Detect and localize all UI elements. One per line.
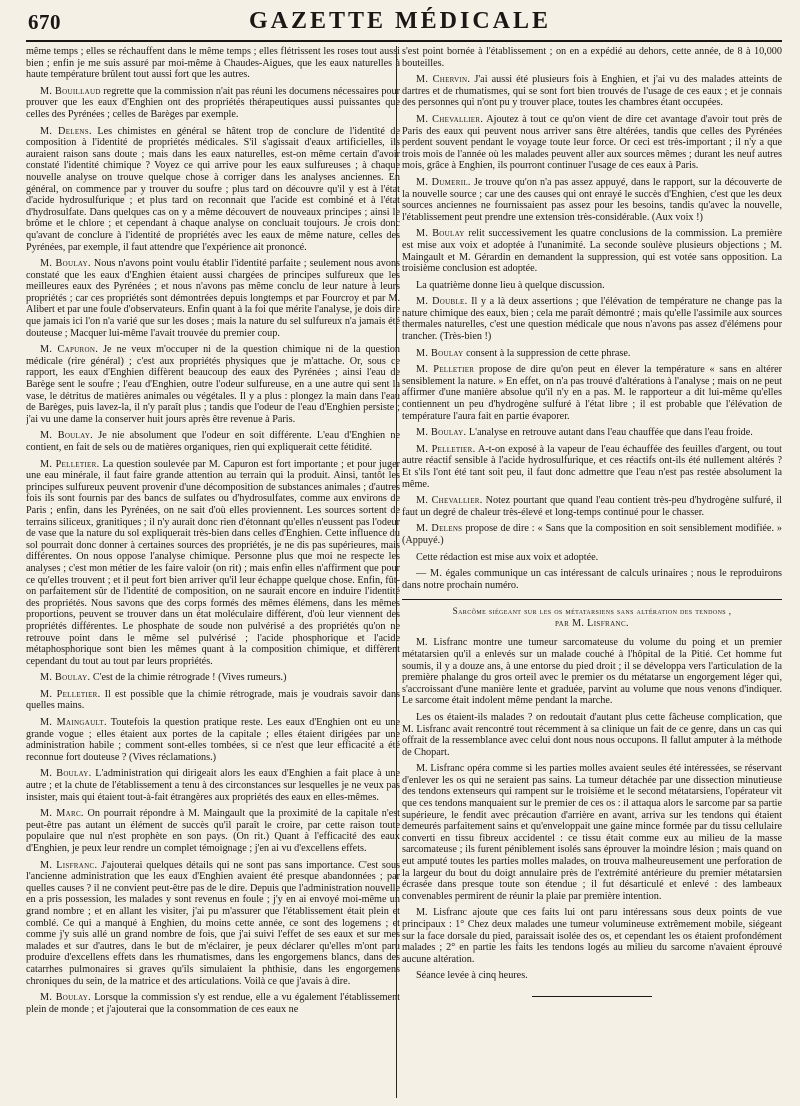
paragraph-text: L'administration qui dirigeait alors les eaux d'Enghien a fait place à une autre ; et la chute de l'établissement a tenu à des circonstances sur lesquelles je ne veux pas insister, mais qui étaient tout-à-fait étrangères aux propriétés des eaux en elles-mêmes. [26,768,400,803]
speaker-name: M. Marc. [40,808,84,820]
speaker-name: M. Pelletier. [40,458,100,470]
paragraph [402,348,782,360]
paragraph-text: propose de dire : « Sans que la composition en soit sensiblement modifiée. » (Appuyé.) [402,523,782,546]
speaker-name: M. Lisfranc. [40,859,98,871]
paragraph-text: s'est point bornée à l'établissement ; on en a expédié au dehors, cette année, de 8 à 10,000 bouteilles. [402,46,782,69]
column-divider [396,46,397,1098]
paragraph [26,768,400,803]
speaker-name: M. Pelletier. [40,688,101,700]
speaker-name: M. Bouillaud [40,85,101,97]
paragraph [26,459,400,668]
speaker-name: M. Boulay [416,228,465,240]
paragraph [402,177,782,223]
paragraph-text: La quatrième donne lieu à quelque discussion. [416,279,605,291]
paragraph-text: Ajoutez à tout ce qu'on vient de dire cet avantage d'avoir tout près de Paris des eaux qui peuvent nous arriver sans être altérées, tandis que celles des Pyrénées perdent souvent pendant le voyage toute leur force. Or ceci est très-important ; il n'y a que trois mois de l'année où les malades peuvent aller aux sources mêmes ; durant les neuf autres mois, grâce à Enghien, ils pourront continuer l'usage de ces eaux à Paris. [402,113,782,172]
speaker-name: M. Boulay. [40,992,91,1004]
paragraph [402,364,782,422]
speaker-name: M. Pelletier [416,364,475,376]
article-paragraph: M. Lisfranc ajoute que ces faits lui ont paru intéressans sous deux points de vue principaux : 1° Chez deux malades une tumeur volumineuse extrêmement mobile, siégeant sur la face dorsale du pied, paraissait isolée des os, et cependant les os étaient profondément malades ; 2° en partie les faits les tendons logés au milieu du sarcome n'avaient éprouvé aucune altération. [402,907,782,965]
speaker-name: M. Boulay [416,347,464,359]
paragraph [26,860,400,988]
paragraph [402,280,782,292]
paragraph [402,296,782,342]
paragraph-text: La question soulevée par M. Capuron est fort importante ; et pour juger une eau minérale, il faut faire grande attention au terrain qui la produit. Ainsi, tantôt les principes sulfureux peuvent provenir d'une décomposition de substances animales ; d'autres fois ils sont fournis par des bancs de sulfates ou d'hydrosulfates, comme aux environs de Paris ; enfin, dans les Pyrénées, on ne sait d'où elles proviennent. Les sources sortent de terrains siliceux, granitiques ; il n'y aurait donc rien d'étonnant qu'elles n'eussent pas l'odeur de vase que la nature du sol expliquerait très-bien dans celles d'Enghien. Cette influence du sol pourrait donc donner à certaines sources des propriétés, je ne dis pas supérieures, mais différentes. On nous oppose l'analyse chimique. Personne plus que moi ne respecte les analyses ; c'est mon métier de les faire valoir (on rit) ; mais enfin elles n'affirment que pour ce qu'elles trouvent ; et il peut fort bien arriver qu'il leur échappe quelque chose. Enfin, fût-on parfaitement sûr de l'identité de composition, on ne saurait encore en induire l'identité des propriétés. Nous savons que des corps formés des mêmes élémens, dans les mêmes proportions, peuvent se trouver dans un état moléculaire différent, d'où leur viennent des propriétés différentes. Le phosphate de soude non pulvérisé a des propriétés qu'on ne retrouve point dans le même sel pulvérisé ; l'acide phosphorique et l'acide métaphosphorique sont bien les mêmes quant à la composition chimique, et diffèrent cependant du tout au tout par leurs propriétés. [26,458,400,667]
paragraph [26,126,400,254]
speaker-name: M. Chervin. [416,74,471,86]
paragraph-text: On pourrait répondre à M. Maingault que la proximité de la capitale n'est peut-être pas autant un élément de succès qu'il paraît le croire, par cette raison toute populaire que nul n'est prophète en son pays. (On rit.) Quant à l'efficacité des eaux d'Enghien, je peux leur rendre un complet témoignage ; j'en ai vu d'excellens effets. [26,808,400,854]
paragraph-text: propose de dire qu'on peut en élever la température « sans en altérer sensiblement la nature. » En effet, on n'a pas trouvé d'altérations à l'analyse ; mais on ne peut affirmer d'une manière absolue qu'il n'y en a pas. M. le rapporteur a dit lui-même qu'elles contiennent un peu d'hydrogène sulfuré à l'état libre ; il est probable que l'élévation de température l'aura fait en partie évaporer. [402,364,782,422]
paragraph [402,523,782,546]
article-title: Sarcôme siégeant sur les os métatarsiens sans altération des tendons , [452,606,732,617]
paragraph-text: consent à la suppression de cette phrase. [466,347,631,359]
article-heading [402,606,782,629]
speaker-name: M. Boulay. [416,427,467,439]
paragraph [26,430,400,453]
paragraph-text: Il y a là deux assertions ; que l'élévation de température ne change pas la nature chimique des eaux, bien ; cela me paraît démontré ; mais qu'elle l'assimile aux sources thermales naturelles, c'est une question médicale que nous n'avons pas assez d'élémens pour trancher. (Très-bien !) [402,296,782,343]
paragraph [26,717,400,763]
speaker-name: M. Boulay. [40,258,91,270]
paragraph-text: Notez pourtant que quand l'eau contient très-peu d'hydrogène sulfuré, il faut un degré de chaleur très-élevé et long-temps continué pour le chasser. [402,495,782,518]
paragraph [402,46,782,69]
paragraph-text: relit successivement les quatre conclusions de la commission. La première est mise aux voix et adoptée à l'unanimité. La seconde soulève plusieurs objections ; M. Maingault et M. Gérardin en demandent la suppression, qui est votée sans opposition. La troisième conclusion est adoptée. [402,228,782,275]
paragraph-text: égales communique un cas intéressant de calculs urinaires ; nous le reproduirons dans notre prochain numéro. [402,568,782,591]
article-paragraph: M. Lisfranc opéra comme si les parties molles avaient seules été intéressées, se réservant d'enlever les os qui ne seraient pas sains. La tumeur détachée par une dissection minutieuse des tendons extenseurs qui rampent sur le troisième et le second métatarsiens, l'opérateur vit que ces tendons manquaient sur le premier de ces os : il attaqua alors le sarcome par sa partie supérieure, le fendit avec précaution d'arrière en avant, arriva sur les tendons qui étaient demeurés parfaitement sains et qu'enveloppait une gaine mince formée par du tissu cellulaire converti en tissu fibreux accidentel : ce tissu était comme eux au milieu de la masse sarcomateuse ; ils furent péniblement isolés sans éprouver la moindre lésion ; mais quand on eut amputé toutes les parties molles malades, on trouva malheureusement une perforation de la largeur du bout du doigt annulaire près de l'extrémité antérieure du premier métatarsien écrasée dans presque toute son étendue ; il fut désarticulé et enlevé : des lambeaux convenables permirent de réunir la plaie par première intention. [402,763,782,902]
speaker-name: M. Capuron. [40,344,99,356]
paragraph-text: Lorsque la commission s'y est rendue, elle a vu également l'établissement plein de monde ; et j'ajouterai que la consommation de ces eaux ne [26,992,400,1015]
speaker-name: M. Boulay. [40,672,91,684]
paragraph [402,495,782,518]
end-rule [532,996,652,997]
masthead-title: GAZETTE MÉDICALE [248,8,552,34]
paragraph-text: C'est de la chimie rétrograde ! (Vives rumeurs.) [92,672,287,684]
right-column-proceedings [402,46,782,591]
speaker-name: M. Delens [416,523,463,535]
paragraph-text: Il est possible que la chimie rétrograde, mais je voudrais savoir dans quelles mains. [26,688,400,712]
paragraph-text: Je nie absolument que l'odeur en soit différente. L'eau d'Enghien ne contient, en fait de sels ou de matières organiques, rien qui expliquerait cette fétidité. [26,430,400,453]
paragraph-text: Je trouve qu'on n'a pas assez appuyé, dans le rapport, sur la découverte de la nouvelle source ; car une des causes qui ont enrayé le succès d'Enghien, c'est que les deux sources anciennes ne fournissaient pas assez pour les besoins, tandis qu'avec la nouvelle, l'établissement peut prendre une extension très-considérable. (Aux voix !) [402,176,782,223]
speaker-name: M. Pelletier. [416,443,476,455]
paragraph-text: Nous n'avons point voulu établir l'identité parfaite ; seulement nous avons constaté que les eaux d'Enghien étaient aussi chargées de principes sulfureux que les meilleures eaux des Pyrénées ; et nous n'avons pas même conclu de leur nature à leurs propriétés ; car ces propriétés sont démontrées depuis longtemps et par Fourcroy et par M. Alibert et par une foule d'observateurs. Enfin quant à la foi que mérite l'analyse, je dois dire que jamais ici l'on n'a varié que sur les doses ; mais la nature du sel sulfureux n'a jamais été douteuse ; Macquer lui-même l'avait trouvée du premier coup. [26,258,400,339]
paragraph-text: J'ajouterai quelques détails qui ne sont pas sans importance. C'est sous l'ancienne administration que les eaux d'Enghien avaient été presque abandonnées ; par quelles causes ? il ne convient peut-être pas de le dire. Depuis que l'administration nouvelle en a pris possession, les malades y sont revenus en foule ; j'y en ai envoyé moi-même un grand nombre ; et en allant les visiter, j'ai pu m'assurer que l'établissement était plein et comblé. Ce qui a manqué à Enghien, du moins cette année, ce sont des logemens ; et comme j'y suis allé un grand nombre de fois, que j'ai suivi l'effet de ses eaux et sur mes malades et sur d'autres, dans le but de m'éclairer, je peux déclarer qu'elles m'ont paru produire d'excellens effets dans les rhumatismes, dans les engorgemens blancs, dans des catarrhes pulmonaires si graves qu'ils simulaient la phthisie, dans les engorgemens chroniques du sein, de la matrice et des articulations. Voilà ce que j'avais à dire. [26,859,400,987]
paragraph [26,808,400,854]
paragraph [26,672,400,684]
page-number: 670 [28,10,61,34]
paragraph [402,74,782,109]
speaker-name: M. Chevallier. [416,495,483,507]
paragraph-text: J'ai aussi été plusieurs fois à Enghien, et j'ai vu des malades atteints de dartres et de rhumatismes, qui se sont fort bien trouvés de l'usage de ces eaux ; et je connais des personnes qui n'ont pu y trouver place, toutes les chambres étant occupées. [402,74,782,109]
right-column [402,46,782,1098]
paragraph-text: regrette que la commission n'ait pas réuni les documens nécessaires pour prouver que les eaux d'Enghien ont des propriétés thérapeutiques aussi puissantes que celles des Pyrénées ; celles de Barèges par exemple. [26,85,400,120]
speaker-name: M. Maingault. [40,717,107,729]
paragraph-text: même temps ; elles se réchauffent dans le même temps ; elles flétrissent les roses tout aussi bien ; enfin je me suis assuré par moi-même à Chaudes-Aigues, que les eaux naturelles à haute température brûlent tout aussi fort que les autres. [26,46,400,81]
paragraph [402,568,782,591]
paragraph [402,427,782,439]
paragraph-text: Je ne veux m'occuper ni de la question chimique ni de la question médicale (rire général) ; c'est aux propriétés physiques que je m'attache. Or, sous ce rapport, les eaux d'Enghien diffèrent beaucoup des eaux des Pyrénées ; ainsi l'eau de Barège sent le soufre ; l'eau d'Enghien, outre l'odeur sulfureuse, en a une autre qui sent la vase, le détritus de matières animales ou végétales. Il y a plus : plongez la main dans l'eau de Barèges, puis lavez-la, il n'y paraît plus ; tandis que l'odeur de l'eau d'Enghien persiste ; j'ai vu une dame la conserver huit jours après être revenue à Paris. [26,344,400,425]
header-rule [26,40,782,42]
article-paragraph: Les os étaient-ils malades ? on redoutait d'autant plus cette fâcheuse complication, que M. Lisfranc avait rencontré tout récemment à sa clinique un fait de ce genre, dans un cas qui offrait de la ressemblance avec celui dont nous nous occupons. Il fallut amputer à la méthode de Chopart. [402,711,782,758]
paragraph [26,86,400,121]
speaker-name: M. Boulay. [40,768,92,780]
paragraph [26,46,400,81]
paragraph [402,444,782,490]
paragraph [26,258,400,339]
speaker-name: M. Delens. [40,125,92,137]
article-body [402,637,782,982]
speaker-name: M. Chevallier. [416,113,484,125]
section-rule [402,599,782,600]
paragraph [26,992,400,1015]
paragraph [402,552,782,564]
paragraph-text: Les chimistes en général se hâtent trop de conclure de l'identité de composition à l'identité de propriétés médicales. S'il s'agissait d'eaux artificielles, ils auraient raison sans doute ; mais dans les eaux naturelles, est-on même certain d'avoir constaté l'identité chimique ? Voyez ce qui arrive pour les eaux sulfureuses ; à chaque nouvelle analyse on trouve quelque chose à corriger dans les analyses anciennes. En général, on commence par y trouver du soufre ; plus tard on découvre qu'il y est à l'état d'acide hydrosulfurique ; et plus tard on reconnait que l'acide est combiné et à l'état d'hydrosulfate. Dans quelques cas on y a même découvert de nouveaux principes ; ainsi le brôme et le chlore ; et cependant à chaque analyse on concluait toujours. Je crois donc qu'avant de conclure à l'identité de propriétés avec les eaux de même nature, celles des Pyrénées, par exemple, il faut attendre que l'expérience ait prononcé. [26,125,400,253]
paragraph [26,689,400,712]
article-paragraph: M. Lisfranc montre une tumeur sarcomateuse du volume du poing et un premier métatarsien qu'il a enlevés sur un malade couché à l'hôpital de la Pitié. Cet homme fut soumis, il y a douze ans, à une entorse du pied droit ; il se développa vers l'articulation de la première phalange du gros orteil avec le premier os du métatarse un engorgement léger qui, s'accroissant d'une manière lente et graduée, parvint au volume que nous venons d'indiquer. Le sarcome était indolent même pendant la marche. [402,637,782,707]
speaker-name: M. Boulay. [40,430,94,442]
speaker-name: M. Dumeril. [416,176,471,188]
paragraph-text: L'analyse en retrouve autant dans l'eau chauffée que dans l'eau froide. [468,427,753,439]
article-byline: par M. Lisfranc. [555,618,629,630]
paragraph [402,114,782,172]
paragraph [402,228,782,274]
speaker-name: M. Double. [416,296,468,308]
article-paragraph: Séance levée à cinq heures. [416,970,528,982]
speaker-name: — M. [416,568,443,580]
paragraph-text: A-t-on exposé à la vapeur de l'eau échauffée des feuilles d'argent, ou tout autre réactif sensible à l'acide hydrosulfurique, et ces réactifs ont-ils été nullement altérés ? Et s'ils l'ont été tant soit peu, il faut donc admettre que l'eau n'est pas restée absolument la même. [402,443,782,490]
paragraph-text: Cette rédaction est mise aux voix et adoptée. [416,551,599,563]
paragraph-text: Toutefois la question pratique reste. Les eaux d'Enghien ont eu une grande vogue ; elles étaient aux portes de la capitale ; elles étaient dirigées par une administration habile ; comment sont-elles tombées, si ce n'est que leur efficacité a été reconnue fort douteuse ? (Vives réclamations.) [26,717,400,763]
paragraph [26,344,400,425]
left-column [26,46,400,1098]
